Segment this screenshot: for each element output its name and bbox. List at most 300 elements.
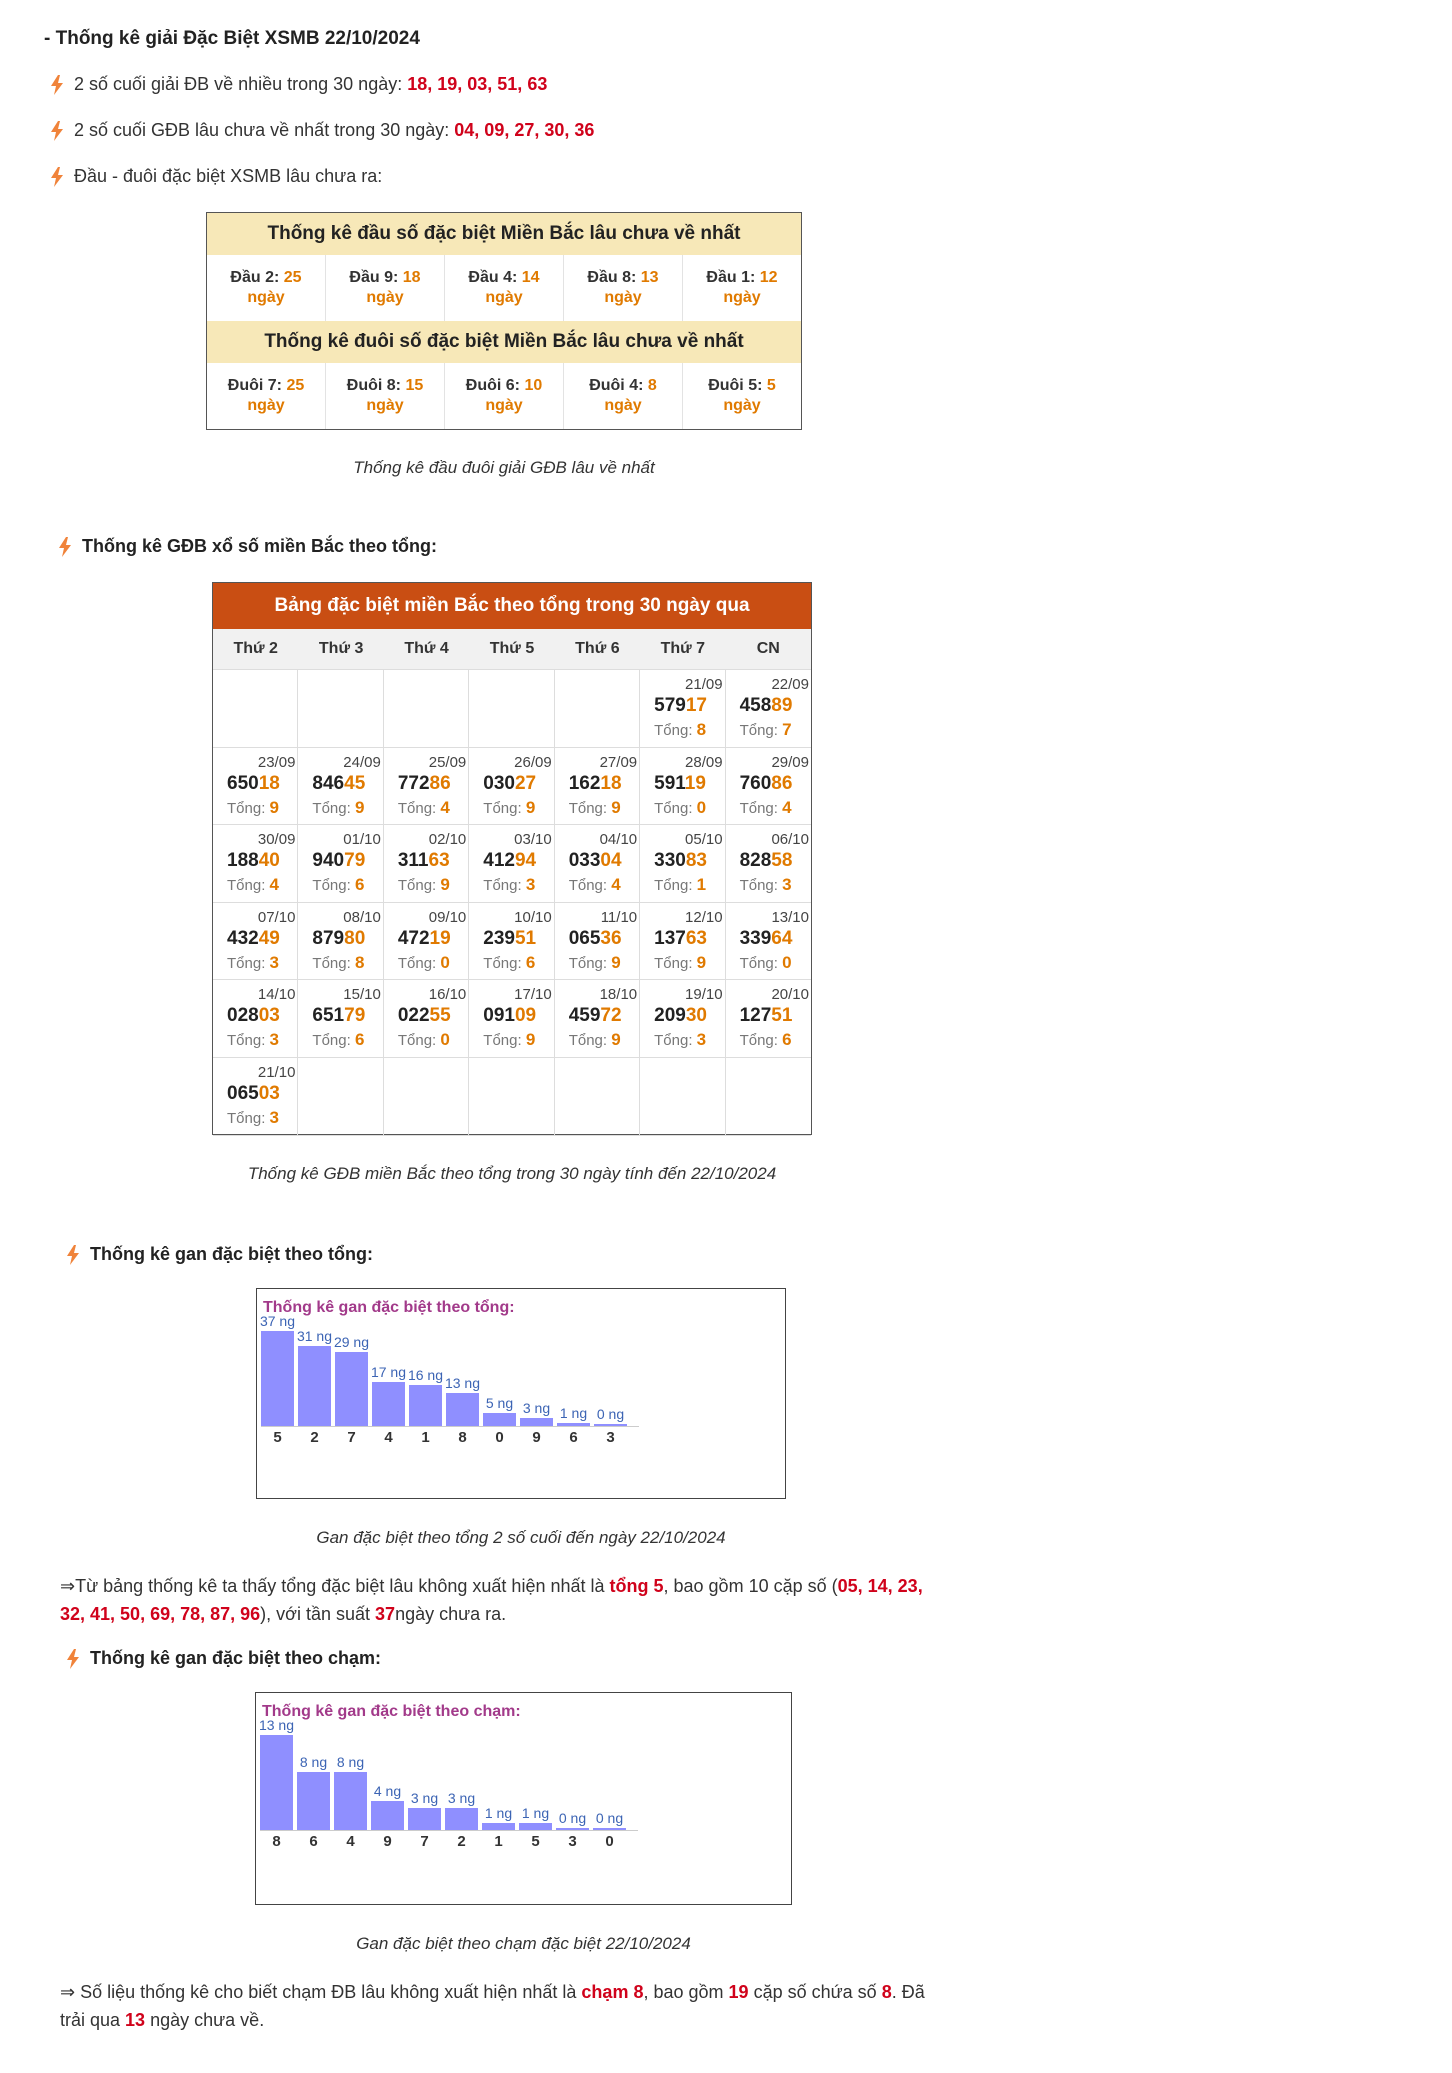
result-date: 02/10 — [428, 831, 467, 849]
result-date: 13/10 — [771, 908, 809, 926]
tail-item-unit: ngày — [247, 397, 285, 414]
number-head: 065 — [227, 1082, 259, 1104]
head-item-label: Đầu 9: — [349, 269, 399, 286]
result-number — [654, 928, 707, 950]
chart-bar — [557, 1423, 590, 1426]
number-head: 579 — [654, 695, 686, 716]
weekday-label: Thứ 7 — [660, 640, 706, 657]
bar-value-label: 0 ng — [595, 1810, 624, 1826]
head-item-unit: ngày — [604, 289, 642, 306]
result-total — [398, 798, 450, 818]
chart-bar — [408, 1808, 441, 1830]
chart-bar — [519, 1823, 552, 1830]
sum-table — [212, 582, 812, 1135]
tail-item-label: Đuôi 4: — [589, 377, 644, 394]
bar-value-label: 31 ng — [296, 1328, 333, 1345]
summary-text: , bao gồm — [643, 1982, 729, 2002]
result-cell — [640, 748, 725, 826]
head-row — [207, 255, 801, 321]
result-total — [398, 1030, 450, 1050]
bullet-text: Đầu - đuôi đặc biệt XSMB lâu chưa ra: — [74, 166, 383, 186]
total-label: Tổng: — [568, 954, 608, 972]
result-cell — [298, 903, 383, 981]
tail-item-unit: ngày — [485, 397, 523, 414]
result-cell — [555, 825, 640, 903]
summary-text: ngày chưa ra. — [395, 1604, 507, 1624]
result-date: 21/10 — [257, 1063, 296, 1081]
total-label: Tổng: — [654, 1032, 693, 1050]
result-total — [483, 875, 535, 895]
bar-value-label: 3 ng — [522, 1400, 551, 1417]
tail-item-label: Đuôi 7: — [227, 377, 282, 394]
result-number — [740, 928, 793, 950]
number-tail: 79 — [344, 850, 366, 872]
weekday-label: Thứ 6 — [575, 640, 620, 657]
total-value: 9 — [611, 1030, 621, 1050]
result-number — [227, 1083, 280, 1105]
head-item-label: Đầu 2: — [230, 269, 280, 286]
result-total — [654, 1030, 706, 1050]
bar-value-label: 13 ng — [444, 1374, 481, 1391]
head-item — [207, 255, 326, 321]
summary-highlight: 13 — [125, 2010, 146, 2030]
result-date: 03/10 — [514, 831, 552, 849]
chart-bar — [593, 1828, 626, 1830]
result-cell — [555, 903, 640, 981]
total-label: Tổng: — [227, 799, 266, 817]
table2-caption: Thống kê GĐB miền Bắc theo tổng trong 30 ngày tính đến 22/10/2024 — [247, 1164, 777, 1183]
number-head: 028 — [227, 1005, 259, 1027]
number-head: 162 — [568, 772, 601, 794]
total-label: Tổng: — [227, 1109, 266, 1127]
x-tick-label: 0 — [605, 1833, 614, 1850]
bar-value-label: 0 ng — [596, 1406, 625, 1422]
result-date: 19/10 — [685, 986, 723, 1004]
number-head: 650 — [227, 772, 259, 794]
total-label: Tổng: — [312, 877, 351, 895]
bar-value-label: 17 ng — [370, 1364, 407, 1381]
number-head: 339 — [739, 927, 772, 949]
sum-table-title: Bảng đặc biệt miền Bắc theo tổng trong 30 ngày qua — [213, 583, 811, 629]
number-head: 030 — [483, 772, 515, 794]
number-head: 311 — [397, 850, 429, 872]
result-total — [227, 1108, 279, 1128]
result-number — [483, 850, 536, 872]
number-head: 188 — [227, 850, 259, 872]
total-label: Tổng: — [397, 799, 437, 817]
number-head: 091 — [483, 1005, 515, 1027]
number-head: 879 — [312, 927, 345, 949]
bar-value-label: 37 ng — [259, 1313, 296, 1329]
result-cell — [640, 980, 725, 1058]
result-number — [227, 773, 280, 795]
result-total — [312, 953, 364, 973]
result-total — [398, 953, 450, 973]
summary-text: ), với tần suất — [260, 1604, 376, 1624]
number-tail: 18 — [258, 772, 280, 794]
result-number — [569, 928, 622, 950]
chart-baseline — [261, 1426, 639, 1427]
total-value: 1 — [696, 875, 707, 895]
result-date: 06/10 — [771, 831, 809, 849]
head-item — [683, 255, 801, 321]
number-head: 940 — [312, 850, 345, 872]
summary-highlight: 32, 41, 50, 69, 78, 87, 96 — [60, 1604, 261, 1624]
tail-item — [683, 363, 801, 429]
tail-item — [326, 363, 445, 429]
number-tail: 27 — [514, 772, 537, 794]
summary-text: ngày chưa về. — [145, 2010, 265, 2030]
number-tail: 94 — [514, 850, 537, 872]
tail-item-value: 15 — [405, 377, 424, 394]
x-tick-label: 6 — [569, 1429, 578, 1446]
bullet-least-frequent — [50, 120, 594, 141]
number-tail: 58 — [771, 850, 793, 872]
result-cell — [726, 670, 811, 748]
head-item-unit: ngày — [723, 289, 761, 306]
bar-value-label: 1 ng — [484, 1804, 513, 1821]
result-date: 14/10 — [257, 986, 296, 1004]
number-tail: 19 — [429, 927, 451, 949]
tail-item-label: Đuôi 5: — [708, 377, 763, 394]
total-label: Tổng: — [739, 1032, 778, 1050]
result-total — [227, 1030, 279, 1050]
chart-bar — [260, 1735, 293, 1830]
number-head: 591 — [654, 772, 685, 794]
tail-item-unit: ngày — [723, 397, 761, 414]
bar-value-label: 8 ng — [336, 1753, 365, 1770]
bar-value-label: 29 ng — [333, 1333, 370, 1350]
section-title-text: Thống kê GĐB xổ số miền Bắc theo tổng: — [82, 536, 438, 556]
result-date: 28/09 — [685, 753, 723, 771]
bar-value-label: 1 ng — [559, 1405, 588, 1422]
total-value: 3 — [782, 875, 792, 895]
result-cell — [469, 748, 554, 826]
summary-text: cặp số chứa số — [748, 1982, 882, 2002]
summary-text: ⇒Từ bảng thống kê ta thấy tổng đặc biệt lâu không xuất hiện nhất là — [60, 1576, 610, 1596]
total-value: 8 — [696, 720, 707, 739]
result-date: 20/10 — [771, 986, 809, 1004]
x-tick-label: 9 — [532, 1429, 541, 1446]
result-total — [483, 953, 535, 973]
x-tick-label: 5 — [273, 1429, 282, 1446]
result-cell — [213, 903, 298, 981]
result-date: 09/10 — [428, 908, 467, 926]
number-tail: 51 — [771, 1005, 793, 1027]
result-cell — [726, 903, 811, 981]
result-total — [569, 875, 621, 895]
total-value: 4 — [782, 797, 792, 817]
total-value: 9 — [611, 797, 621, 817]
result-date: 12/10 — [685, 908, 723, 926]
tail-item-label: Đuôi 8: — [346, 377, 401, 394]
total-label: Tổng: — [483, 954, 522, 972]
head-item — [326, 255, 445, 321]
result-cell — [213, 980, 298, 1058]
lightning-icon — [66, 1649, 80, 1669]
total-value: 9 — [525, 797, 536, 817]
number-head: 651 — [312, 1005, 345, 1027]
number-tail: 72 — [600, 1005, 622, 1027]
number-tail: 63 — [428, 850, 450, 872]
number-head: 760 — [739, 772, 772, 794]
result-total — [740, 720, 792, 740]
number-head: 033 — [568, 850, 601, 872]
bullet-text: 2 số cuối giải ĐB về nhiều trong 30 ngày: — [74, 74, 403, 94]
empty-cell — [384, 1058, 469, 1136]
total-label: Tổng: — [739, 877, 778, 895]
chart-bar — [520, 1418, 553, 1426]
head-item — [445, 255, 564, 321]
total-label: Tổng: — [654, 954, 693, 972]
number-tail: 30 — [685, 1005, 707, 1027]
lightning-icon — [66, 1245, 80, 1265]
number-tail: 09 — [514, 1005, 537, 1027]
number-tail: 45 — [344, 772, 366, 794]
number-head: 412 — [483, 850, 515, 872]
result-cell — [469, 903, 554, 981]
total-label: Tổng: — [483, 799, 522, 817]
result-cell — [640, 825, 725, 903]
result-date: 27/09 — [599, 753, 638, 771]
number-head: 432 — [227, 927, 259, 949]
result-total — [740, 953, 792, 973]
total-label: Tổng: — [654, 877, 693, 895]
chart-bar — [334, 1772, 367, 1830]
gan-touch-chart — [255, 1692, 792, 1905]
head-item-label: Đầu 1: — [706, 269, 756, 286]
empty-cell — [384, 670, 469, 748]
head-item-label: Đầu 8: — [587, 269, 637, 286]
result-date: 10/10 — [514, 908, 552, 926]
gan-touch-summary — [60, 1978, 1000, 2034]
number-head: 772 — [397, 772, 430, 794]
result-date: 26/09 — [514, 753, 552, 771]
result-total — [312, 875, 364, 895]
head-item-unit: ngày — [485, 289, 523, 306]
chart-bar — [556, 1828, 589, 1830]
number-head: 472 — [397, 927, 430, 949]
result-date: 16/10 — [428, 986, 467, 1004]
total-value: 3 — [269, 952, 279, 972]
chart-title: Thống kê gan đặc biệt theo chạm: — [262, 1703, 521, 1720]
result-date: 07/10 — [257, 908, 296, 926]
result-date: 23/09 — [257, 753, 296, 771]
total-label: Tổng: — [312, 799, 351, 817]
number-head: 127 — [739, 1005, 772, 1027]
result-date: 22/09 — [771, 676, 809, 693]
result-total — [654, 720, 706, 740]
weekday-label: Thứ 2 — [233, 640, 278, 657]
bar-value-label: 1 ng — [521, 1804, 550, 1821]
result-total — [227, 798, 279, 818]
number-head: 846 — [312, 772, 345, 794]
number-tail: 40 — [258, 850, 280, 872]
chart-bar — [372, 1382, 405, 1426]
bar-value-label: 16 ng — [407, 1366, 444, 1383]
x-tick-label: 8 — [458, 1429, 467, 1446]
x-tick-label: 1 — [421, 1429, 430, 1446]
total-value: 3 — [269, 1107, 279, 1127]
number-tail: 64 — [771, 927, 793, 949]
summary-highlight: chạm 8 — [581, 1982, 644, 2002]
number-head: 458 — [739, 695, 772, 716]
total-value: 9 — [696, 952, 707, 972]
total-label: Tổng: — [397, 877, 437, 895]
result-total — [740, 875, 792, 895]
result-number — [312, 1005, 365, 1027]
total-value: 9 — [440, 875, 450, 895]
chart-bar — [297, 1772, 330, 1830]
chart1-caption: Gan đặc biệt theo chạm đặc biệt 22/10/2024 — [356, 1934, 691, 1953]
result-date: 21/09 — [685, 676, 723, 693]
result-total — [227, 953, 279, 973]
number-tail: 80 — [344, 927, 366, 949]
total-label: Tổng: — [227, 1032, 266, 1050]
total-value: 4 — [611, 875, 621, 895]
result-number — [398, 928, 451, 950]
result-cell — [384, 825, 469, 903]
bar-value-label: 8 ng — [299, 1753, 328, 1770]
result-number — [227, 1005, 280, 1027]
result-cell — [726, 980, 811, 1058]
empty-cell — [213, 670, 298, 748]
x-tick-label: 6 — [309, 1833, 318, 1850]
result-cell — [384, 903, 469, 981]
x-tick-label: 4 — [346, 1833, 355, 1850]
result-total — [227, 875, 279, 895]
total-value: 3 — [696, 1030, 707, 1050]
number-head: 137 — [654, 927, 686, 949]
result-number — [569, 1005, 622, 1027]
result-number — [398, 1005, 451, 1027]
result-number — [654, 773, 706, 795]
result-number — [312, 850, 365, 872]
lightning-icon — [50, 75, 64, 95]
number-tail: 19 — [684, 772, 706, 794]
result-number — [483, 1005, 536, 1027]
empty-cell — [469, 670, 554, 748]
weekday-header — [213, 629, 811, 670]
total-value: 8 — [354, 952, 365, 972]
number-head: 330 — [654, 850, 686, 872]
result-number — [227, 928, 280, 950]
total-label: Tổng: — [568, 877, 608, 895]
chart-bar — [446, 1393, 479, 1426]
number-tail: 83 — [685, 850, 707, 872]
empty-cell — [555, 670, 640, 748]
result-cell — [726, 825, 811, 903]
number-head: 209 — [654, 1005, 686, 1027]
bullet-most-frequent — [50, 74, 547, 95]
number-tail: 86 — [771, 772, 793, 794]
head-tail-table — [206, 212, 802, 430]
tail-item-value: 25 — [286, 377, 305, 394]
tail-row — [207, 363, 801, 429]
tail-item-unit: ngày — [366, 397, 404, 414]
head-item-value: 18 — [402, 269, 421, 286]
weekday-label: Thứ 5 — [489, 640, 535, 657]
result-total — [569, 798, 621, 818]
total-value: 6 — [354, 1030, 365, 1050]
head-item-value: 14 — [521, 269, 540, 286]
total-value: 0 — [782, 952, 792, 972]
tail-table-title: Thống kê đuôi số đặc biệt Miền Bắc lâu chưa về nhất — [207, 321, 801, 363]
total-value: 6 — [782, 1030, 792, 1050]
result-date: 01/10 — [343, 831, 381, 849]
empty-cell — [640, 1058, 725, 1136]
summary-highlight: 37 — [375, 1604, 396, 1624]
number-head: 459 — [568, 1005, 601, 1027]
number-tail: 89 — [771, 695, 793, 716]
result-cell — [640, 670, 725, 748]
bullet-highlight: 18, 19, 03, 51, 63 — [407, 74, 548, 94]
total-label: Tổng: — [568, 799, 608, 817]
bullet-text: 2 số cuối GĐB lâu chưa về nhất trong 30 ngày: — [74, 120, 450, 140]
total-label: Tổng: — [312, 1032, 351, 1050]
x-tick-label: 2 — [310, 1429, 319, 1446]
number-tail: 18 — [600, 772, 622, 794]
result-date: 08/10 — [343, 908, 381, 926]
tail-item-label: Đuôi 6: — [465, 377, 520, 394]
result-number — [654, 695, 707, 717]
result-cell — [640, 903, 725, 981]
section-gan-touch-title — [66, 1648, 381, 1669]
bar-value-label: 13 ng — [258, 1717, 295, 1733]
chart-bar — [298, 1346, 331, 1426]
result-cell — [298, 980, 383, 1058]
x-tick-label: 3 — [606, 1429, 615, 1446]
x-tick-label: 4 — [384, 1429, 393, 1446]
number-tail: 86 — [429, 772, 451, 794]
empty-cell — [298, 670, 383, 748]
chart-bar — [445, 1808, 478, 1830]
number-tail: 79 — [344, 1005, 366, 1027]
summary-text: trải qua — [60, 2010, 126, 2030]
bar-value-label: 3 ng — [410, 1790, 439, 1807]
empty-cell — [555, 1058, 640, 1136]
x-tick-label: 1 — [494, 1833, 503, 1850]
gan-sum-summary — [60, 1572, 1000, 1628]
result-number — [740, 1005, 793, 1027]
number-head: 022 — [397, 1005, 430, 1027]
total-value: 9 — [354, 797, 365, 817]
total-label: Tổng: — [227, 877, 266, 895]
result-total — [483, 798, 535, 818]
bar-value-label: 0 ng — [558, 1810, 587, 1826]
total-value: 9 — [269, 797, 279, 817]
result-date: 15/10 — [343, 986, 381, 1004]
chart-bar — [482, 1823, 515, 1830]
number-tail: 03 — [258, 1082, 280, 1104]
result-date: 05/10 — [685, 831, 723, 849]
tail-item-unit: ngày — [604, 397, 642, 414]
section-title-text: Thống kê gan đặc biệt theo tổng: — [90, 1244, 373, 1264]
result-cell — [469, 980, 554, 1058]
x-tick-label: 8 — [272, 1833, 281, 1850]
tail-item-value: 10 — [524, 377, 543, 394]
total-label: Tổng: — [483, 877, 522, 895]
total-label: Tổng: — [739, 722, 778, 739]
total-label: Tổng: — [227, 954, 266, 972]
result-number — [740, 773, 793, 795]
chart-bar — [594, 1424, 627, 1426]
result-cell — [298, 748, 383, 826]
summary-highlight: 05, 14, 23, — [837, 1576, 923, 1596]
total-label: Tổng: — [654, 722, 693, 739]
result-date: 17/10 — [514, 986, 552, 1004]
result-total — [654, 798, 706, 818]
